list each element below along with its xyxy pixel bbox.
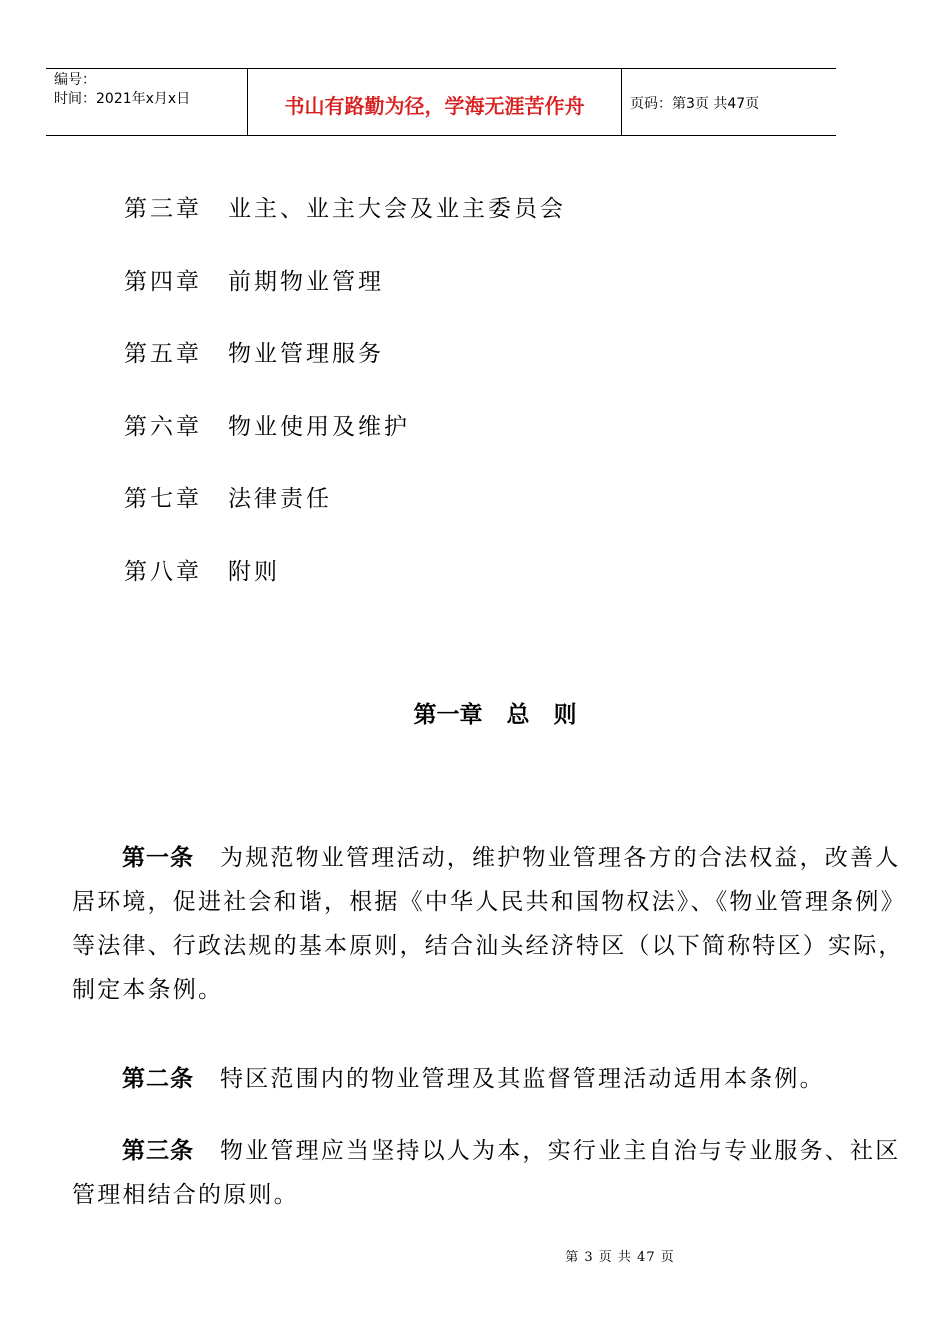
toc-item [124, 335, 566, 408]
header-meta [46, 69, 248, 135]
toc-item-number: 第七章 [124, 486, 202, 512]
table-of-contents [124, 190, 566, 625]
article-text: 特区范围内的物业管理及其监督管理活动适用本条例。 [220, 1066, 825, 1092]
toc-item-title: 法律责任 [228, 486, 332, 512]
toc-item-number: 第五章 [124, 341, 202, 367]
article-label: 第一条 [122, 845, 194, 871]
toc-item [124, 480, 566, 553]
toc-item [124, 190, 566, 263]
page-footer: 第 3 页 共 47 页 [565, 1250, 675, 1265]
toc-item-title: 附则 [228, 558, 280, 585]
article-text: 为规范物业管理活动，维护物业管理各方的合法权益，改善人居环境，促进社会和谐，根据《中华人民共和国物权法》、《物业管理条例》等法律、行政法规的基本原则，结合汕头经济特区（以下简称特区）实际，制定本条例。 [72, 845, 906, 1003]
toc-item-title: 物业使用及维护 [228, 413, 410, 440]
toc-item-title: 前期物业管理 [228, 268, 384, 295]
toc-item [124, 263, 566, 336]
article-text: 物业管理应当坚持以人为本，实行业主自治与专业服务、社区管理相结合的原则。 [72, 1138, 901, 1208]
toc-item-number: 第八章 [124, 558, 202, 585]
chapter-title: 第一章 总 则 [413, 702, 577, 728]
toc-item-number: 第四章 [124, 268, 202, 295]
article-label: 第三条 [122, 1138, 194, 1164]
toc-item-title: 物业管理服务 [228, 341, 384, 367]
article-label: 第二条 [122, 1066, 194, 1092]
header-time-label: 时间：2021年x月x日 [54, 91, 191, 107]
toc-item [124, 553, 566, 626]
header-motto: 书山有路勤为径，学海无涯苦作舟 [248, 69, 622, 135]
article-paragraph [72, 1057, 922, 1101]
article-paragraph [72, 1129, 922, 1217]
toc-item [124, 408, 566, 481]
toc-item-title: 业主、业主大会及业主委员会 [228, 196, 566, 222]
header-number-label: 编号： [54, 72, 96, 88]
article-paragraph [72, 836, 922, 1012]
page-header [46, 68, 836, 136]
header-page-label: 页码：第3页 共47页 [630, 96, 760, 112]
toc-item-number: 第六章 [124, 413, 202, 440]
toc-item-number: 第三章 [124, 196, 202, 222]
